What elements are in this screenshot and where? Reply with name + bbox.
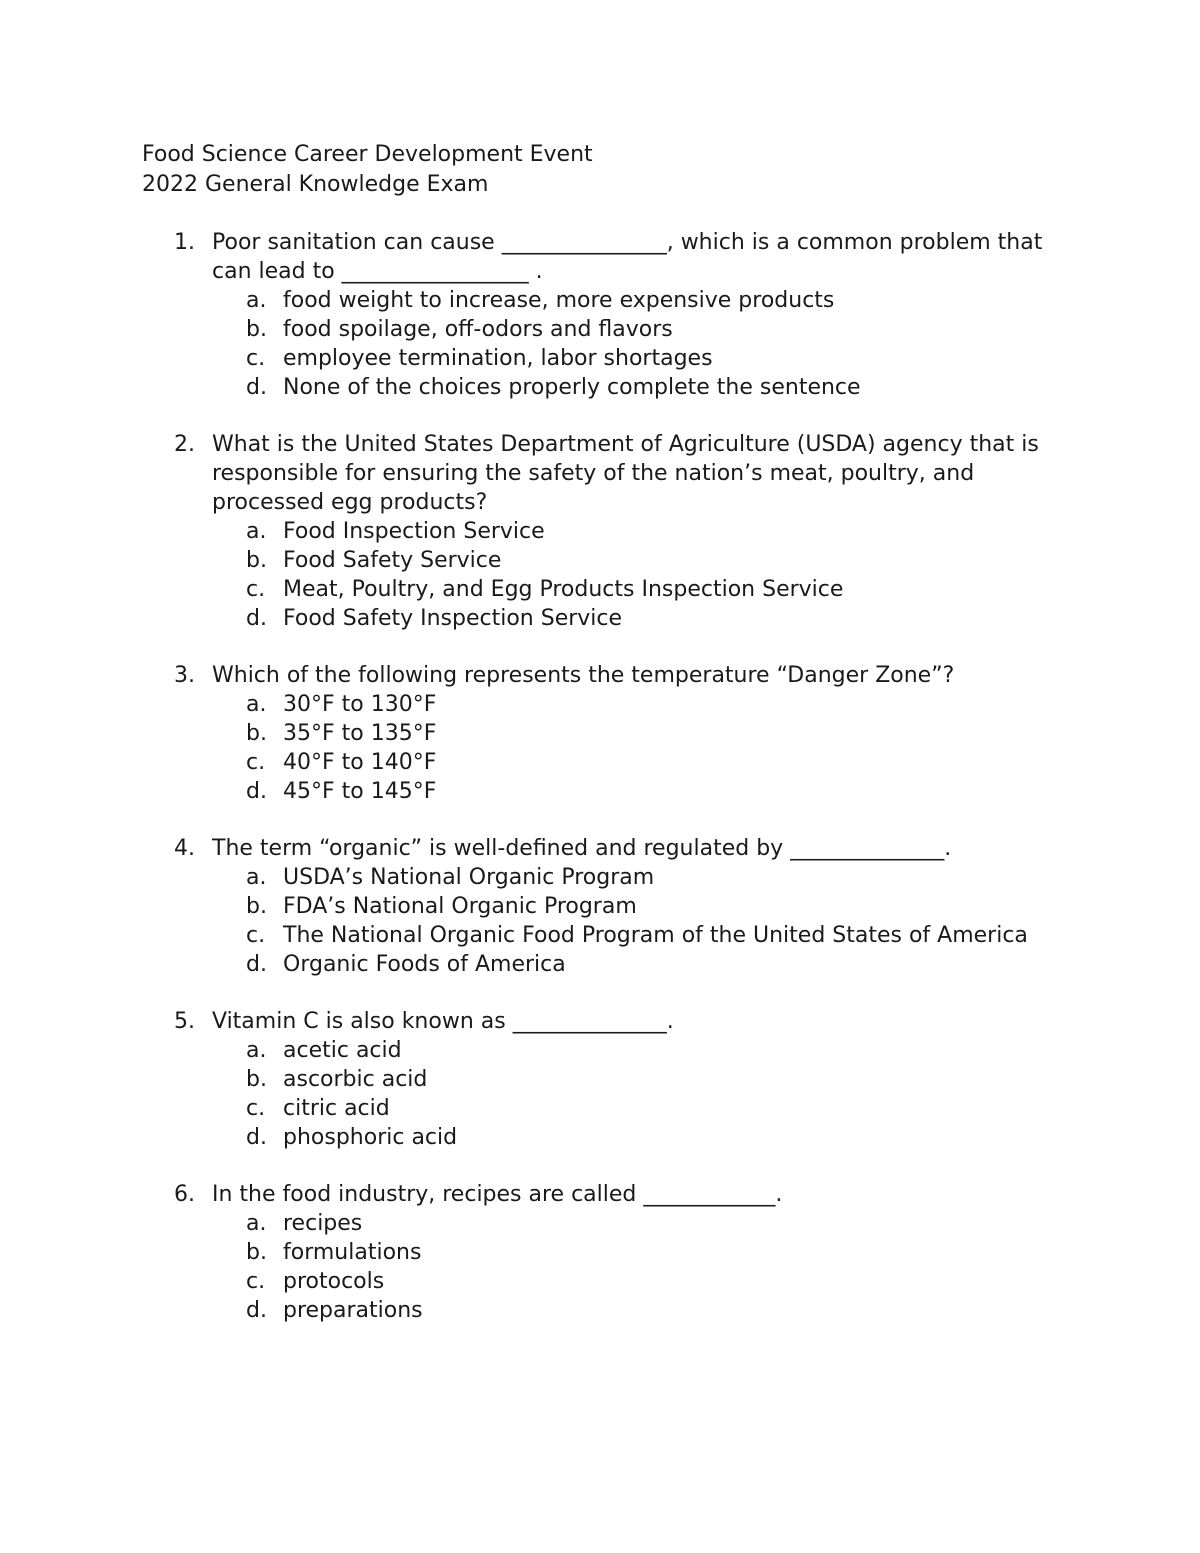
question-number: 4. [174,836,195,861]
answer-choice [142,777,1072,806]
choice-letter: c. [246,1096,266,1121]
choice-text: USDA’s National Organic Program [283,865,655,890]
choice-text: 45°F to 145°F [283,779,437,804]
choice-letter: a. [246,692,267,717]
choice-text: FDA’s National Organic Program [283,894,637,919]
choice-letter: b. [246,1240,267,1265]
answer-choice [142,892,1072,921]
choice-letter: c. [246,1269,266,1294]
answer-choices [142,286,1072,402]
question-text: In the food industry, recipes are called ____________. [212,1182,783,1207]
answer-choice [142,1123,1072,1152]
answer-choice [142,1094,1072,1123]
choice-text: Food Safety Inspection Service [283,606,623,631]
choice-text: Food Safety Service [283,548,502,573]
answer-choice [142,1036,1072,1065]
choice-text: Organic Foods of America [283,952,566,977]
question-item [142,1007,1072,1152]
answer-choice [142,950,1072,979]
choice-letter: b. [246,721,267,746]
choice-letter: b. [246,894,267,919]
answer-choices [142,1209,1072,1325]
answer-choice [142,575,1072,604]
answer-choices [142,1036,1072,1152]
answer-choice [142,344,1072,373]
question-number: 3. [174,663,195,688]
question-number: 5. [174,1009,195,1034]
choice-text: Food Inspection Service [283,519,545,544]
choice-letter: a. [246,288,267,313]
choice-text: phosphoric acid [283,1125,458,1150]
choice-letter: c. [246,923,266,948]
choice-text: 30°F to 130°F [283,692,437,717]
question-item [142,1180,1072,1325]
choice-text: food weight to increase, more expensive products [283,288,835,313]
answer-choice [142,719,1072,748]
question-text: Which of the following represents the temperature “Danger Zone”? [212,663,955,688]
answer-choice [142,546,1072,575]
answer-choice [142,1065,1072,1094]
question-number: 6. [174,1182,195,1207]
choice-letter: d. [246,606,267,631]
question-text: Poor sanitation can cause _______________, which is a common problem that can lead to _________________ . [212,230,1043,284]
choice-text: formulations [283,1240,422,1265]
question-item [142,430,1072,633]
question-list [142,228,1072,1353]
choice-text: 35°F to 135°F [283,721,437,746]
answer-choices [142,517,1072,633]
exam-subtitle: 2022 General Knowledge Exam [142,172,489,197]
choice-text: acetic acid [283,1038,402,1063]
answer-choice [142,286,1072,315]
choice-text: ascorbic acid [283,1067,428,1092]
question-item [142,834,1072,979]
choice-letter: a. [246,1211,267,1236]
choice-letter: a. [246,865,267,890]
answer-choice [142,1296,1072,1325]
answer-choice [142,1238,1072,1267]
answer-choices [142,690,1072,806]
choice-letter: b. [246,548,267,573]
question-text: The term “organic” is well-defined and regulated by ______________. [212,836,952,861]
answer-choices [142,863,1072,979]
question-item [142,661,1072,806]
answer-choice [142,748,1072,777]
choice-text: None of the choices properly complete the sentence [283,375,861,400]
choice-text: recipes [283,1211,363,1236]
choice-letter: d. [246,1125,267,1150]
exam-header [142,140,593,200]
answer-choice [142,921,1072,950]
answer-choice [142,1209,1072,1238]
choice-letter: c. [246,577,266,602]
choice-text: Meat, Poultry, and Egg Products Inspection Service [283,577,844,602]
choice-letter: d. [246,779,267,804]
answer-choice [142,315,1072,344]
answer-choice [142,1267,1072,1296]
choice-letter: d. [246,1298,267,1323]
answer-choice [142,517,1072,546]
choice-text: 40°F to 140°F [283,750,437,775]
choice-text: food spoilage, off-odors and flavors [283,317,673,342]
exam-title: Food Science Career Development Event [142,142,593,167]
question-text: Vitamin C is also known as ______________. [212,1009,674,1034]
choice-letter: a. [246,1038,267,1063]
choice-letter: c. [246,346,266,371]
choice-text: protocols [283,1269,385,1294]
choice-letter: d. [246,375,267,400]
question-number: 2. [174,432,195,457]
choice-text: preparations [283,1298,423,1323]
question-item [142,228,1072,402]
choice-text: employee termination, labor shortages [283,346,713,371]
choice-letter: b. [246,317,267,342]
choice-letter: b. [246,1067,267,1092]
question-number: 1. [174,230,195,255]
choice-text: citric acid [283,1096,390,1121]
choice-text: The National Organic Food Program of the United States of America [283,923,1028,948]
choice-letter: c. [246,750,266,775]
answer-choice [142,604,1072,633]
choice-letter: d. [246,952,267,977]
choice-letter: a. [246,519,267,544]
question-text: What is the United States Department of Agriculture (USDA) agency that is responsible for ensuring the safety of the nation’s meat, poultry, and processed egg products? [212,432,1039,515]
answer-choice [142,863,1072,892]
answer-choice [142,690,1072,719]
answer-choice [142,373,1072,402]
